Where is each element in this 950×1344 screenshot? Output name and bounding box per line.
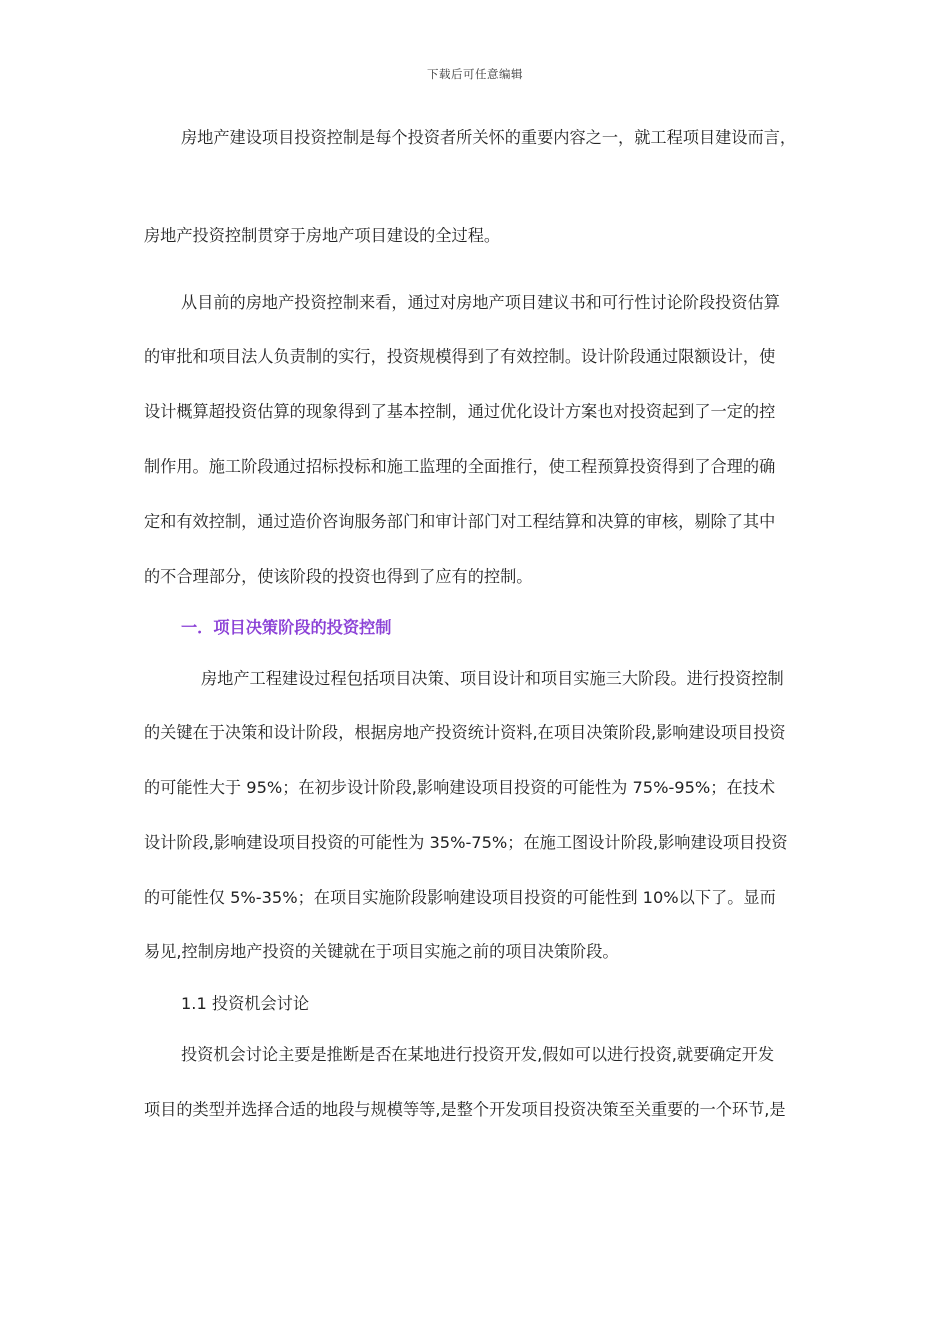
paragraph-line: 的可能性大于 95%；在初步设计阶段,影响建设项目投资的可能性为 75%-95%；在技术: [144, 778, 776, 797]
paragraph-line: 设计概算超投资估算的现象得到了基本控制，通过优化设计方案也对投资起到了一定的控: [144, 402, 776, 421]
section-heading: 一．项目决策阶段的投资控制: [181, 618, 392, 637]
subsection-heading: 1.1 投资机会讨论: [181, 994, 310, 1013]
paragraph-line: 房地产工程建设过程包括项目决策、项目设计和项目实施三大阶段。进行投资控制: [201, 669, 784, 688]
paragraph-line: 投资机会讨论主要是推断是否在某地进行投资开发,假如可以进行投资,就要确定开发: [181, 1045, 775, 1064]
paragraph-line: 设计阶段,影响建设项目投资的可能性为 35%-75%；在施工图设计阶段,影响建设项目投资: [144, 833, 788, 852]
paragraph-line: 的审批和项目法人负责制的实行，投资规模得到了有效控制。设计阶段通过限额设计，使: [144, 347, 776, 366]
paragraph-line: 的可能性仅 5%-35%；在项目实施阶段影响建设项目投资的可能性到 10%以下了。显而: [144, 888, 776, 907]
paragraph-line: 从目前的房地产投资控制来看，通过对房地产项目建议书和可行性讨论阶段投资估算: [181, 293, 780, 312]
paragraph-line: 房地产投资控制贯穿于房地产项目建设的全过程。: [144, 226, 501, 245]
paragraph-line: 的关键在于决策和设计阶段，根据房地产投资统计资料,在项目决策阶段,影响建设项目投资: [144, 723, 786, 742]
header-note: 下载后可任意编辑: [427, 67, 523, 81]
paragraph-line: 项目的类型并选择合适的地段与规模等等,是整个开发项目投资决策至关重要的一个环节,是: [144, 1100, 786, 1119]
paragraph-line: 房地产建设项目投资控制是每个投资者所关怀的重要内容之一，就工程项目建设而言，: [181, 128, 797, 147]
paragraph-line: 制作用。施工阶段通过招标投标和施工监理的全面推行，使工程预算投资得到了合理的确: [144, 457, 776, 476]
paragraph-line: 的不合理部分，使该阶段的投资也得到了应有的控制。: [144, 567, 533, 586]
paragraph-line: 易见,控制房地产投资的关键就在于项目实施之前的项目决策阶段。: [144, 942, 619, 961]
paragraph-line: 定和有效控制，通过造价咨询服务部门和审计部门对工程结算和决算的审核，剔除了其中: [144, 512, 776, 531]
